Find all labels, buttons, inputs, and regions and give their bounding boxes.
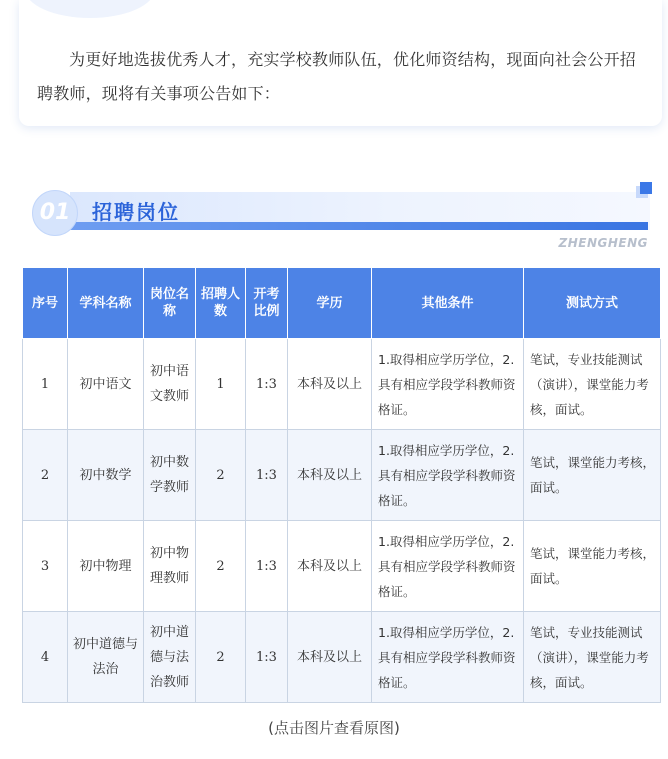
section-number: 01 — [32, 190, 78, 236]
cell-index: 1 — [23, 339, 68, 430]
cell-education: 本科及以上 — [288, 339, 372, 430]
cell-post: 初中道德与法治教师 — [144, 612, 196, 703]
cell-subject: 初中数学 — [68, 430, 144, 521]
cell-post: 初中数学教师 — [144, 430, 196, 521]
cell-ratio: 1:3 — [246, 612, 288, 703]
cell-education: 本科及以上 — [288, 521, 372, 612]
cell-education: 本科及以上 — [288, 430, 372, 521]
header-index: 序号 — [23, 268, 68, 339]
header-conditions: 其他条件 — [372, 268, 524, 339]
header-education: 学历 — [288, 268, 372, 339]
section-subtitle: ZHENGHENG — [558, 236, 648, 250]
cell-post: 初中物理教师 — [144, 521, 196, 612]
table-header-row — [23, 268, 661, 339]
cell-test: 笔试，课堂能力考核，面试。 — [524, 430, 661, 521]
cell-count: 2 — [196, 430, 246, 521]
cell-count: 1 — [196, 339, 246, 430]
section-title: 招聘岗位 — [92, 200, 180, 224]
corner-square-dark — [640, 182, 652, 194]
cell-index: 4 — [23, 612, 68, 703]
recruitment-table — [22, 267, 661, 703]
cell-index: 3 — [23, 521, 68, 612]
table-row — [23, 521, 661, 612]
view-original-caption[interactable]: (点击图片查看原图) — [268, 719, 400, 737]
cell-post: 初中语文教师 — [144, 339, 196, 430]
cell-conditions: 1.取得相应学历学位，2.具有相应学段学科教师资格证。 — [372, 430, 524, 521]
cell-subject: 初中道德与法治 — [68, 612, 144, 703]
cell-conditions: 1.取得相应学历学位，2.具有相应学段学科教师资格证。 — [372, 339, 524, 430]
cell-test: 笔试，课堂能力考核，面试。 — [524, 521, 661, 612]
header-subject: 学科名称 — [68, 268, 144, 339]
intro-card — [19, 0, 662, 126]
cell-index: 2 — [23, 430, 68, 521]
cell-education: 本科及以上 — [288, 612, 372, 703]
header-test: 测试方式 — [524, 268, 661, 339]
cell-subject: 初中物理 — [68, 521, 144, 612]
cell-conditions: 1.取得相应学历学位，2.具有相应学段学科教师资格证。 — [372, 521, 524, 612]
cell-ratio: 1:3 — [246, 521, 288, 612]
cell-ratio: 1:3 — [246, 339, 288, 430]
header-ratio: 开考比例 — [246, 268, 288, 339]
table-row — [23, 430, 661, 521]
cell-test: 笔试，专业技能测试（演讲），课堂能力考核，面试。 — [524, 612, 661, 703]
decorative-circle — [25, 0, 155, 18]
table-row — [23, 339, 661, 430]
header-count: 招聘人数 — [196, 268, 246, 339]
header-post: 岗位名称 — [144, 268, 196, 339]
cell-conditions: 1.取得相应学历学位，2.具有相应学段学科教师资格证。 — [372, 612, 524, 703]
cell-ratio: 1:3 — [246, 430, 288, 521]
intro-paragraph: 为更好地选拔优秀人才，充实学校教师队伍，优化师资结构，现面向社会公开招聘教师，现将有关事项公告如下： — [37, 50, 637, 103]
table-row — [23, 612, 661, 703]
cell-subject: 初中语文 — [68, 339, 144, 430]
cell-test: 笔试，专业技能测试（演讲），课堂能力考核，面试。 — [524, 339, 661, 430]
section-heading — [22, 182, 652, 238]
cell-count: 2 — [196, 521, 246, 612]
cell-count: 2 — [196, 612, 246, 703]
